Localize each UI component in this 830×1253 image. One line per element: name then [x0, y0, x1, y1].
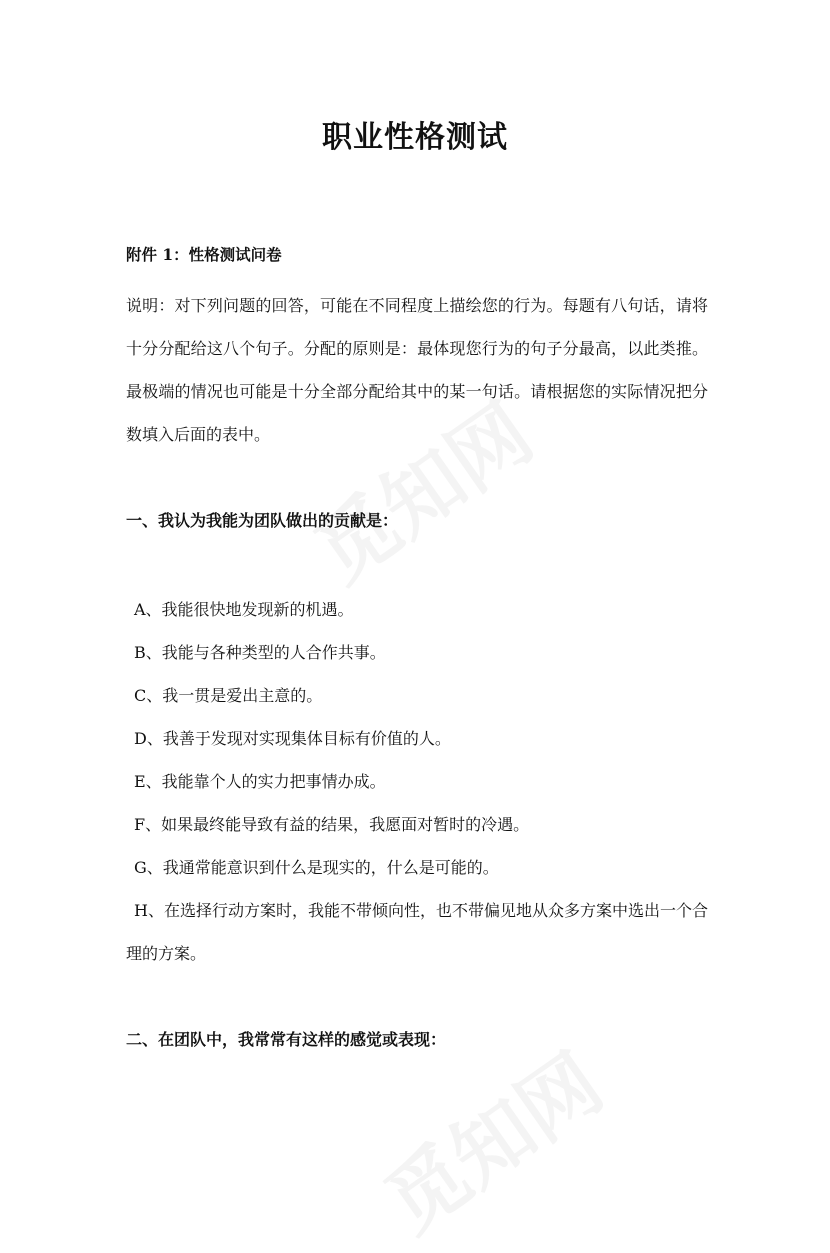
- question-1-options: [126, 588, 708, 975]
- question-2-heading: 二、在团队中，我常常有这样的感觉或表现：: [126, 1030, 447, 1049]
- appendix-heading: 附件 1：性格测试问卷: [126, 245, 282, 264]
- option-d: D、我善于发现对实现集体目标有价值的人。: [134, 729, 451, 748]
- question-1-heading: 一、我认为我能为团队做出的贡献是：: [126, 511, 399, 530]
- option-g: G、我通常能意识到什么是现实的，什么是可能的。: [134, 858, 499, 877]
- option-a: A、我能很快地发现新的机遇。: [134, 600, 354, 619]
- option-e: E、我能靠个人的实力把事情办成。: [134, 772, 386, 791]
- watermark: [359, 1022, 622, 1253]
- option-c: C、我一贯是爱出主意的。: [134, 686, 323, 705]
- option-h: H、在选择行动方案时，我能不带倾向性，也不带偏见地从众多方案中选出一个合理的方案。: [126, 901, 708, 963]
- option-f: F、如果最终能导致有益的结果，我愿面对暂时的冷遇。: [134, 815, 530, 834]
- page-title: 职业性格测试: [322, 120, 508, 155]
- intro-paragraph: 说明：对下列问题的回答，可能在不同程度上描绘您的行为。每题有八句话，请将十分分配给这八个句子。分配的原则是：最体现您行为的句子分最高，以此类推。最极端的情况也可能是十分全部分配给其中的某一句话。请根据您的实际情况把分数填入后面的表中。: [126, 296, 708, 444]
- option-b: B、我能与各种类型的人合作共事。: [134, 643, 386, 662]
